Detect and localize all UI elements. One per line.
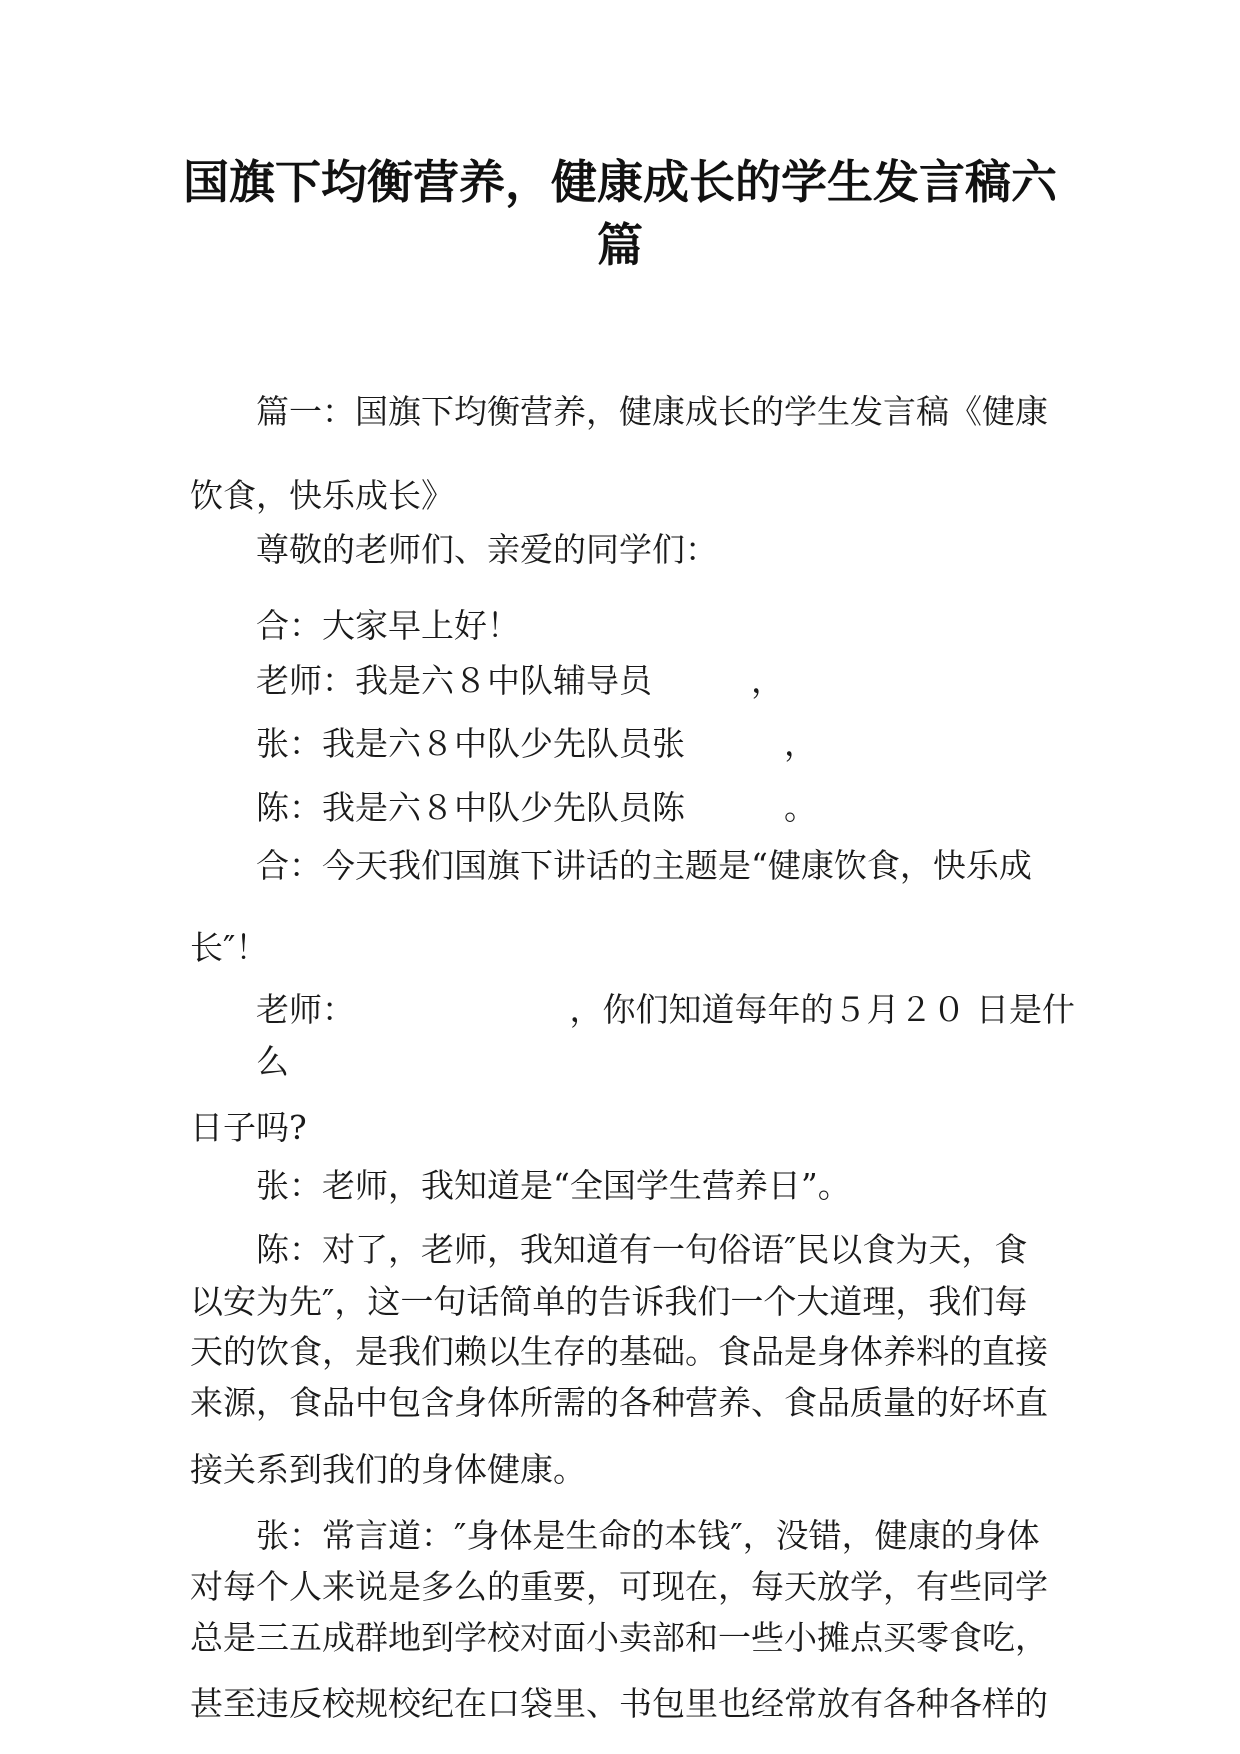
paragraph-line: 日子吗?	[190, 1108, 307, 1147]
paragraph-line: 来源，食品中包含身体所需的各种营养、食品质量的好坏直	[190, 1383, 1048, 1422]
paragraph-line: 陈：对了，老师，我知道有一句俗语″民以食为天，食	[256, 1230, 1028, 1269]
paragraph-line: 尊敬的老师们、亲爱的同学们：	[256, 530, 718, 569]
document-title-line-1: 国旗下均衡营养，健康成长的学生发言稿六	[183, 155, 1057, 209]
paragraph-line: 陈：我是六８中队少先队员陈 。	[256, 788, 817, 827]
paragraph-line: 接关系到我们的身体健康。	[190, 1450, 586, 1489]
paragraph-line: 长″！	[190, 928, 269, 967]
paragraph-line: 总是三五成群地到学校对面小卖部和一些小摊点买零食吃，	[190, 1618, 1048, 1657]
paragraph-line: 对每个人来说是多么的重要，可现在，每天放学，有些同学	[190, 1567, 1048, 1606]
document-title-line-2: 篇	[597, 218, 643, 272]
paragraph-line: 合：大家早上好！	[256, 606, 520, 645]
paragraph-line: 张：老师，我知道是“全国学生营养日”。	[256, 1166, 851, 1205]
paragraph-line: 篇一：国旗下均衡营养，健康成长的学生发言稿《健康	[256, 392, 1048, 431]
paragraph-line: 张：我是六８中队少先队员张 ，	[256, 724, 817, 763]
paragraph-line: 甚至违反校规校纪在口袋里、书包里也经常放有各种各样的	[190, 1684, 1048, 1723]
paragraph-line: 老师：我是六８中队辅导员 ，	[256, 661, 784, 700]
paragraph-line: 张：常言道：″身体是生命的本钱″，没错，健康的身体	[256, 1516, 1040, 1555]
paragraph-line: 天的饮食，是我们赖以生存的基础。食品是身体养料的直接	[190, 1332, 1048, 1371]
paragraph-line: 合：今天我们国旗下讲话的主题是“健康饮食，快乐成	[256, 846, 1032, 885]
paragraph-line: 老师： ，你们知道每年的５月２０ 日是什	[256, 990, 1075, 1029]
paragraph-line: 饮食，快乐成长》	[190, 476, 454, 515]
paragraph-line: 么	[256, 1042, 289, 1081]
paragraph-line: 以安为先″，这一句话简单的告诉我们一个大道理，我们每	[190, 1282, 1028, 1321]
